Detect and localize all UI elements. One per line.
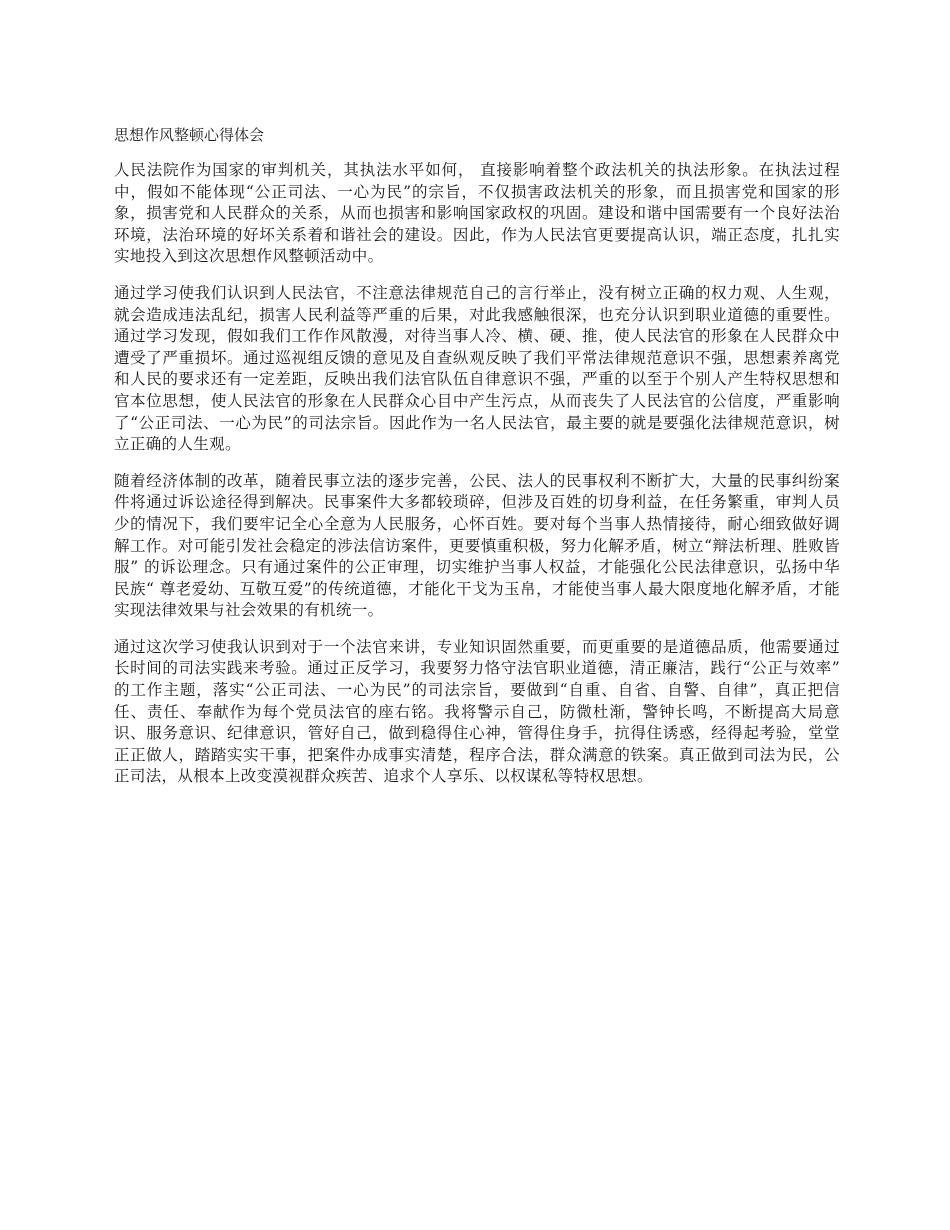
paragraph-1: 人民法院作为国家的审判机关，其执法水平如何， 直接影响着整个政法机关的执法形象。在执法过程中，假如不能体现“公正司法、一心为民”的宗旨，不仅损害政法机关的形象，而且损害党和国家的形象，损害党和人民群众的关系，从而也损害和影响国家政权的巩固。建设和谐中国需要有一个良好法治环境，法治环境的好坏关系着和谐社会的建设。因此，作为人民法官更要提高认识，端正态度，扎扎实实地投入到这次思想作风整顿活动中。 [114,161,840,266]
document-page [114,124,840,803]
paragraph-3: 随着经济体制的改革，随着民事立法的逐步完善，公民、法人的民事权利不断扩大，大量的民事纠纷案件将通过诉讼途径得到解决。民事案件大多都较琐碎，但涉及百姓的切身利益，在任务繁重，审判人员少的情况下，我们要牢记全心全意为人民服务，心怀百姓。要对每个当事人热情接待，耐心细致做好调解工作。对可能引发社会稳定的涉法信访案件，更要慎重积极，努力化解矛盾，树立“辩法析理、胜败皆服” 的诉讼理念。只有通过案件的公正审理，切实维护当事人权益，才能强化公民法律意识，弘扬中华民族“ 尊老爱幼、互敬互爱”的传统道德，才能化干戈为玉帛，才能使当事人最大限度地化解矛盾，才能实现法律效果与社会效果的有机统一。 [114,471,840,620]
document-title: 思想作风整顿心得体会 [114,126,265,144]
paragraph-2: 通过学习使我们认识到人民法官，不注意法律规范自己的言行举止，没有树立正确的权力观、人生观，就会造成违法乱纪，损害人民利益等严重的后果，对此我感触很深，也充分认识到职业道德的重要性。通过学习发现，假如我们工作作风散漫，对待当事人冷、横、硬、推，使人民法官的形象在人民群众中遭受了严重损坏。通过巡视组反馈的意见及自查纵观反映了我们平常法律规范意识不强，思想素养离党和人民的要求还有一定差距，反映出我们法官队伍自律意识不强，严重的以至于个别人产生特权思想和官本位思想，使人民法官的形象在人民群众心目中产生污点，从而丧失了人民法官的公信度，严重影响了“公正司法、一心为民”的司法宗旨。因此作为一名人民法官，最主要的就是要强化法律规范意识，树立正确的人生观。 [114,283,840,454]
paragraph-4: 通过这次学习使我认识到对于一个法官来讲，专业知识固然重要，而更重要的是道德品质，他需要通过长时间的司法实践来考验。通过正反学习，我要努力恪守法官职业道德，清正廉洁，践行“公正与效率” 的工作主题，落实“公正司法、一心为民”的司法宗旨，要做到“自重、自省、自警、自律”，真正把信任、责任、奉献作为每个党员法官的座右铭。我将警示自己，防微杜渐，警钟长鸣，不断提高大局意识、服务意识、纪律意识，管好自己，做到稳得住心神，管得住身手，抗得住诱惑，经得起考验，堂堂正正做人，踏踏实实干事，把案件办成事实清楚，程序合法，群众满意的铁案。真正做到司法为民，公正司法，从根本上改变漠视群众疾苦、追求个人享乐、以权谋私等特权思想。 [114,637,840,786]
